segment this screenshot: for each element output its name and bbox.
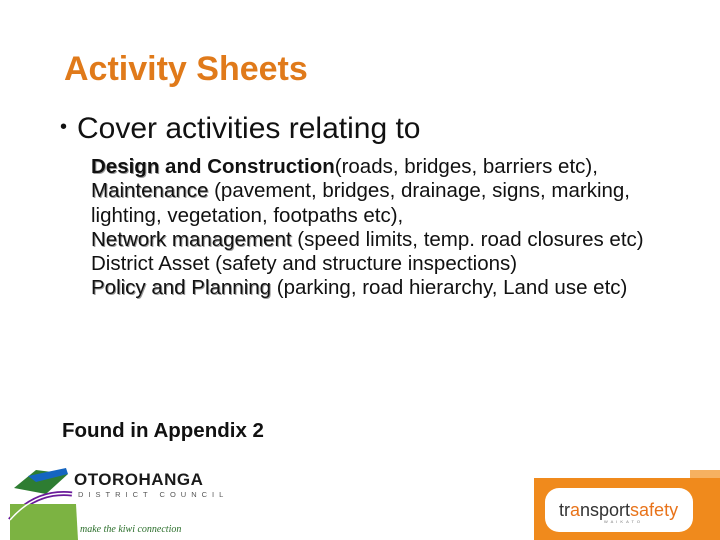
logo-tagline: make the kiwi connection <box>80 524 182 535</box>
list-item-design <box>91 155 651 179</box>
ts-text-accent: a <box>570 500 581 520</box>
bullet-dot-icon: • <box>60 116 68 138</box>
list-item-network <box>91 228 651 252</box>
list-item-maintenance <box>91 179 651 228</box>
item-rest-design: (roads, bridges, barriers etc), <box>334 155 598 178</box>
item-bold-design: and Construction <box>159 155 335 178</box>
logo-subtitle: DISTRICT COUNCIL <box>78 490 229 499</box>
item-rest-network: (speed limits, temp. road closures etc) <box>291 227 644 251</box>
item-label-district-asset: District Asset (safety and structure inspections) <box>91 252 518 276</box>
item-label-maintenance: Maintenance <box>91 179 209 203</box>
transport-safety-subtitle: WAIKATO <box>604 519 643 524</box>
item-label-network: Network management <box>91 227 292 251</box>
list-item-policy <box>91 276 651 300</box>
main-bullet <box>60 112 421 146</box>
item-rest-maintenance: (pavement, bridges, drainage, signs, marking, lighting, vegetation, footpaths etc), <box>91 179 630 227</box>
logo-name: OTOROHANGA <box>74 470 204 489</box>
list-item-district-asset <box>91 252 651 276</box>
orange-stripe <box>690 470 720 478</box>
activity-list <box>91 155 651 301</box>
ts-text-accent2: safety <box>630 500 679 520</box>
item-label-design: Design <box>91 155 160 178</box>
bullet-text: Cover activities relating to <box>77 112 421 145</box>
slide-title: Activity Sheets <box>64 50 308 88</box>
transport-safety-logo <box>559 500 678 521</box>
ts-text-mid: nsport <box>580 500 631 520</box>
item-rest-policy: (parking, road hierarchy, Land use etc) <box>271 276 628 300</box>
ts-text-prefix: tr <box>559 500 570 520</box>
appendix-note: Found in Appendix 2 <box>62 419 264 442</box>
item-label-policy: Policy and Planning <box>91 276 272 300</box>
